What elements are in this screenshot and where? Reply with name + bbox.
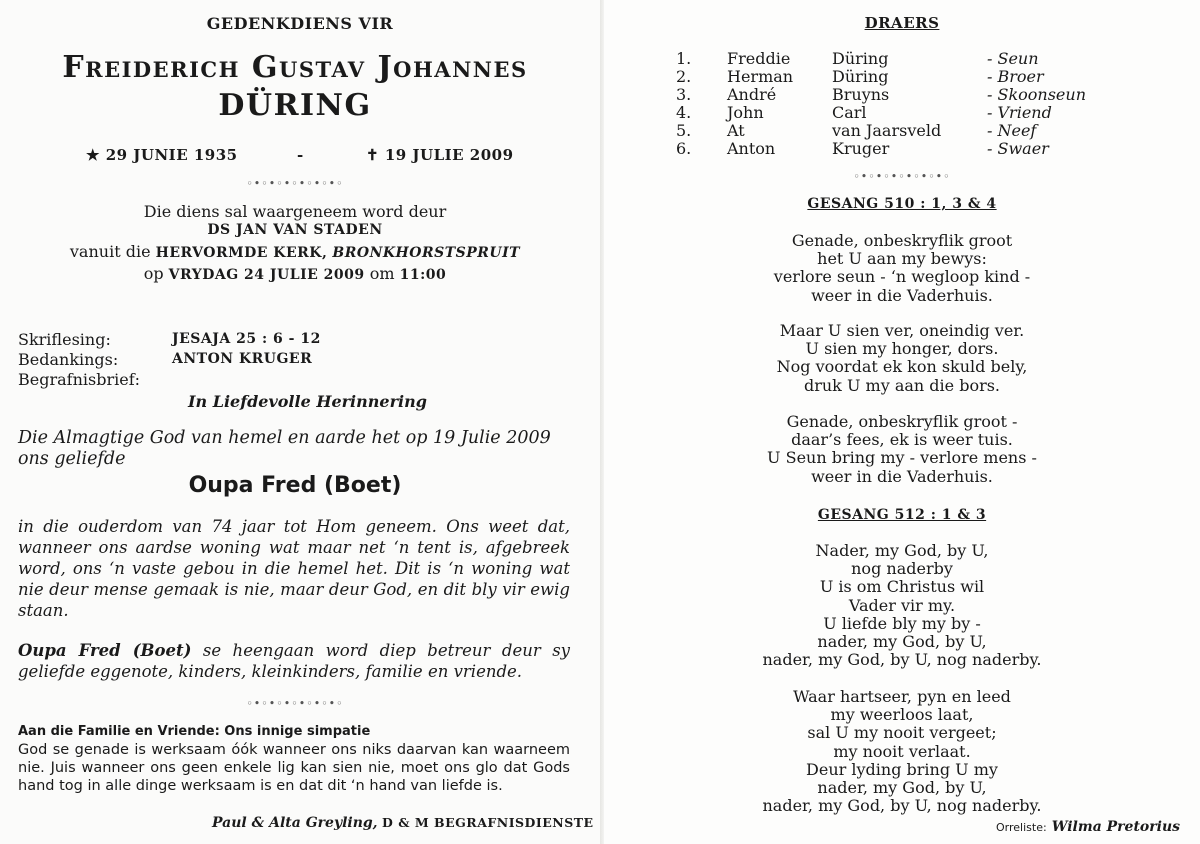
date-separator: - — [297, 146, 304, 164]
death-date: 19 JULIE 2009 — [384, 146, 514, 164]
bearer-relation: - Swaer — [987, 139, 1049, 158]
organist-name: Wilma Pretorius — [1051, 819, 1181, 835]
bearer-first-name: Anton — [727, 139, 776, 158]
deceased-surname: DÜRING — [218, 88, 372, 123]
hymn-line: nog naderby — [851, 559, 953, 579]
right-page — [604, 0, 1200, 844]
signature-names: Paul & Alta Greyling, — [212, 815, 378, 831]
hymn-line: Nog voordat ek kon skuld bely, — [776, 357, 1028, 377]
organist-line — [996, 816, 1180, 835]
bearer-last-name: Düring — [832, 49, 889, 68]
sympathy-heading: Aan die Familie en Vriende: Ons innige simpatie — [18, 724, 371, 739]
hymn-line: Vader vir my. — [848, 595, 956, 615]
time-prefix: om — [369, 264, 395, 283]
hymn-510-verse-4 — [604, 413, 1200, 486]
bearer-last-name: Kruger — [832, 139, 890, 158]
bearer-number: 3. — [676, 85, 692, 104]
star-icon: ★ — [86, 146, 100, 164]
bearer-first-name: At — [727, 121, 745, 140]
cross-icon: ✝ — [366, 146, 380, 164]
hymn-line: nader, my God, by U, nog naderby. — [762, 650, 1042, 670]
hymn-510-title: GESANG 510 : 1, 3 & 4 — [807, 196, 997, 212]
hymn-510-verse-3 — [604, 322, 1200, 395]
hymn-line: Waar hartseer, pyn en leed — [793, 687, 1011, 706]
death-date-line — [366, 146, 514, 164]
birth-date-line — [86, 146, 238, 164]
hymn-line: nader, my God, by U, — [817, 777, 987, 797]
intro-line-1: Die Almagtige God van hemel en aarde het op 19 Julie 2009 — [18, 428, 551, 448]
bearer-relation: - Broer — [987, 67, 1044, 86]
mourning-paragraph — [18, 640, 570, 682]
ornament-divider-bottom: ◦•◦•◦•◦•◦•◦•◦ — [246, 697, 344, 710]
organist-label: Orreliste: — [996, 821, 1047, 834]
deceased-full-name: Freiderich Gustav Johannes — [62, 50, 528, 85]
hymn-line: daar’s fees, ek is weer tuis. — [791, 430, 1013, 450]
service-time: 11:00 — [399, 267, 447, 283]
bearer-relation: - Vriend — [987, 103, 1052, 122]
hymn-line: verlore seun - ‘n wegloop kind - — [773, 267, 1031, 287]
bearer-first-name: John — [727, 103, 764, 122]
signature-line — [212, 815, 594, 831]
hymn-line: weer in die Vaderhuis. — [811, 466, 993, 486]
minister-name: DS JAN VAN STADEN — [207, 222, 383, 238]
bearer-number: 2. — [676, 67, 692, 86]
ornament-divider: ◦•◦•◦•◦•◦•◦•◦ — [853, 170, 951, 183]
bearer-last-name: Bruyns — [832, 85, 890, 104]
bearer-row — [604, 103, 1200, 121]
hymn-line: sal U my nooit vergeet; — [807, 723, 997, 743]
date-prefix: op — [143, 264, 164, 283]
hymn-512-title: GESANG 512 : 1 & 3 — [817, 507, 987, 523]
reading-value: JESAJA 25 : 6 - 12 — [172, 331, 321, 347]
bearer-last-name: Düring — [832, 67, 889, 86]
church-name: HERVORMDE KERK, — [155, 245, 328, 261]
hymn-line: Maar U sien ver, oneindig ver. — [779, 321, 1025, 340]
venue-prefix: vanuit die — [69, 242, 151, 261]
hymn-line: Deur lyding bring U my — [806, 759, 998, 779]
letter-label: Begrafnisbrief: — [18, 370, 140, 389]
bearer-row — [604, 139, 1200, 157]
bearer-last-name: van Jaarsveld — [832, 121, 942, 140]
hymn-line: nader, my God, by U, nog naderby. — [762, 796, 1042, 816]
bearer-number: 1. — [676, 49, 692, 68]
ornament-divider: ◦•◦•◦•◦•◦•◦•◦ — [246, 177, 344, 190]
venue-line — [0, 242, 590, 261]
bearer-row — [604, 121, 1200, 139]
hymn-line: Genade, onbeskryflik groot — [791, 231, 1013, 250]
hymn-line: U Seun bring my - verlore mens - — [767, 448, 1037, 468]
hymn-line: weer in die Vaderhuis. — [811, 285, 993, 305]
thanks-value: ANTON KRUGER — [172, 351, 313, 367]
bearer-row — [604, 49, 1200, 67]
bearers-heading: DRAERS — [864, 14, 940, 32]
bearer-relation: - Skoonseun — [987, 85, 1087, 104]
thanks-label: Bedankings: — [18, 350, 119, 369]
bearer-first-name: Herman — [727, 67, 794, 86]
service-date: VRYDAG 24 JULIE 2009 — [168, 267, 365, 283]
service-title: GEDENKDIENS VIR — [206, 14, 394, 33]
bearer-relation: - Neef — [987, 121, 1037, 140]
bearer-number: 5. — [676, 121, 692, 140]
bearer-number: 4. — [676, 103, 692, 122]
hymn-line: druk U my aan die bors. — [803, 375, 1001, 395]
hymn-line: Nader, my God, by U, — [815, 541, 989, 560]
sympathy-text: God se genade is werksaam óók wanneer ons niks daarvan kan waarneem nie. Juis wanneer ons geen enkele lig kan sien nie, moet ons glo dat Gods hand tog in alle dinge werksaam is en dat dit ‘n hand van liefde is. — [18, 742, 570, 794]
church-place: BRONKHORSTSPRUIT — [332, 245, 521, 261]
bearer-last-name: Carl — [832, 103, 867, 122]
hymn-512-verse-1 — [604, 542, 1200, 669]
hymn-line: U sien my honger, dors. — [805, 339, 999, 359]
date-time-line — [0, 264, 590, 283]
birth-date: 29 JUNIE 1935 — [105, 146, 238, 164]
bearer-row — [604, 67, 1200, 85]
bearer-relation: - Seun — [987, 49, 1039, 68]
bearer-number: 6. — [676, 139, 692, 158]
hymn-line: Genade, onbeskryflik groot - — [786, 412, 1018, 431]
mourning-text: se heengaan word diep betreur deur sy geliefde eggenote, kinders, kleinkinders, familie en vriende. — [18, 641, 570, 681]
hymn-line: nader, my God, by U, — [817, 631, 987, 651]
service-announcement: Die diens sal waargeneem word deur — [143, 202, 447, 221]
hymn-510-verse-1 — [604, 232, 1200, 305]
hymn-line: U liefde bly my by - — [823, 613, 981, 633]
hymn-512-verse-3 — [604, 688, 1200, 815]
hymn-line: my nooit verlaat. — [833, 741, 971, 761]
mourning-name: Oupa Fred (Boet) — [18, 641, 192, 660]
memory-heading: In Liefdevolle Herinnering — [188, 392, 427, 411]
hymn-line: het U aan my bewys: — [817, 249, 987, 269]
bearer-row — [604, 85, 1200, 103]
bearer-first-name: André — [727, 85, 777, 104]
hymn-line: my weerloos laat, — [830, 705, 974, 725]
reading-label: Skriflesing: — [18, 330, 111, 349]
hymn-line: U is om Christus wil — [819, 577, 985, 597]
bearer-first-name: Freddie — [727, 49, 791, 68]
intro-line-2: ons geliefde — [18, 449, 126, 469]
funeral-company: D & M BEGRAFNISDIENSTE — [382, 815, 594, 830]
nickname-heading: Oupa Fred (Boet) — [188, 473, 402, 498]
obituary-paragraph: in die ouderdom van 74 jaar tot Hom geneem. Ons weet dat, wanneer ons aardse woning wat maar net ‘n tent is, afgebreek word, ons ‘n vaste gebou in die hemel het. Dit is ‘n woning wat nie deur mense gemaak is nie, maar deur God, en dit bly vir ewig staan. — [18, 517, 570, 620]
